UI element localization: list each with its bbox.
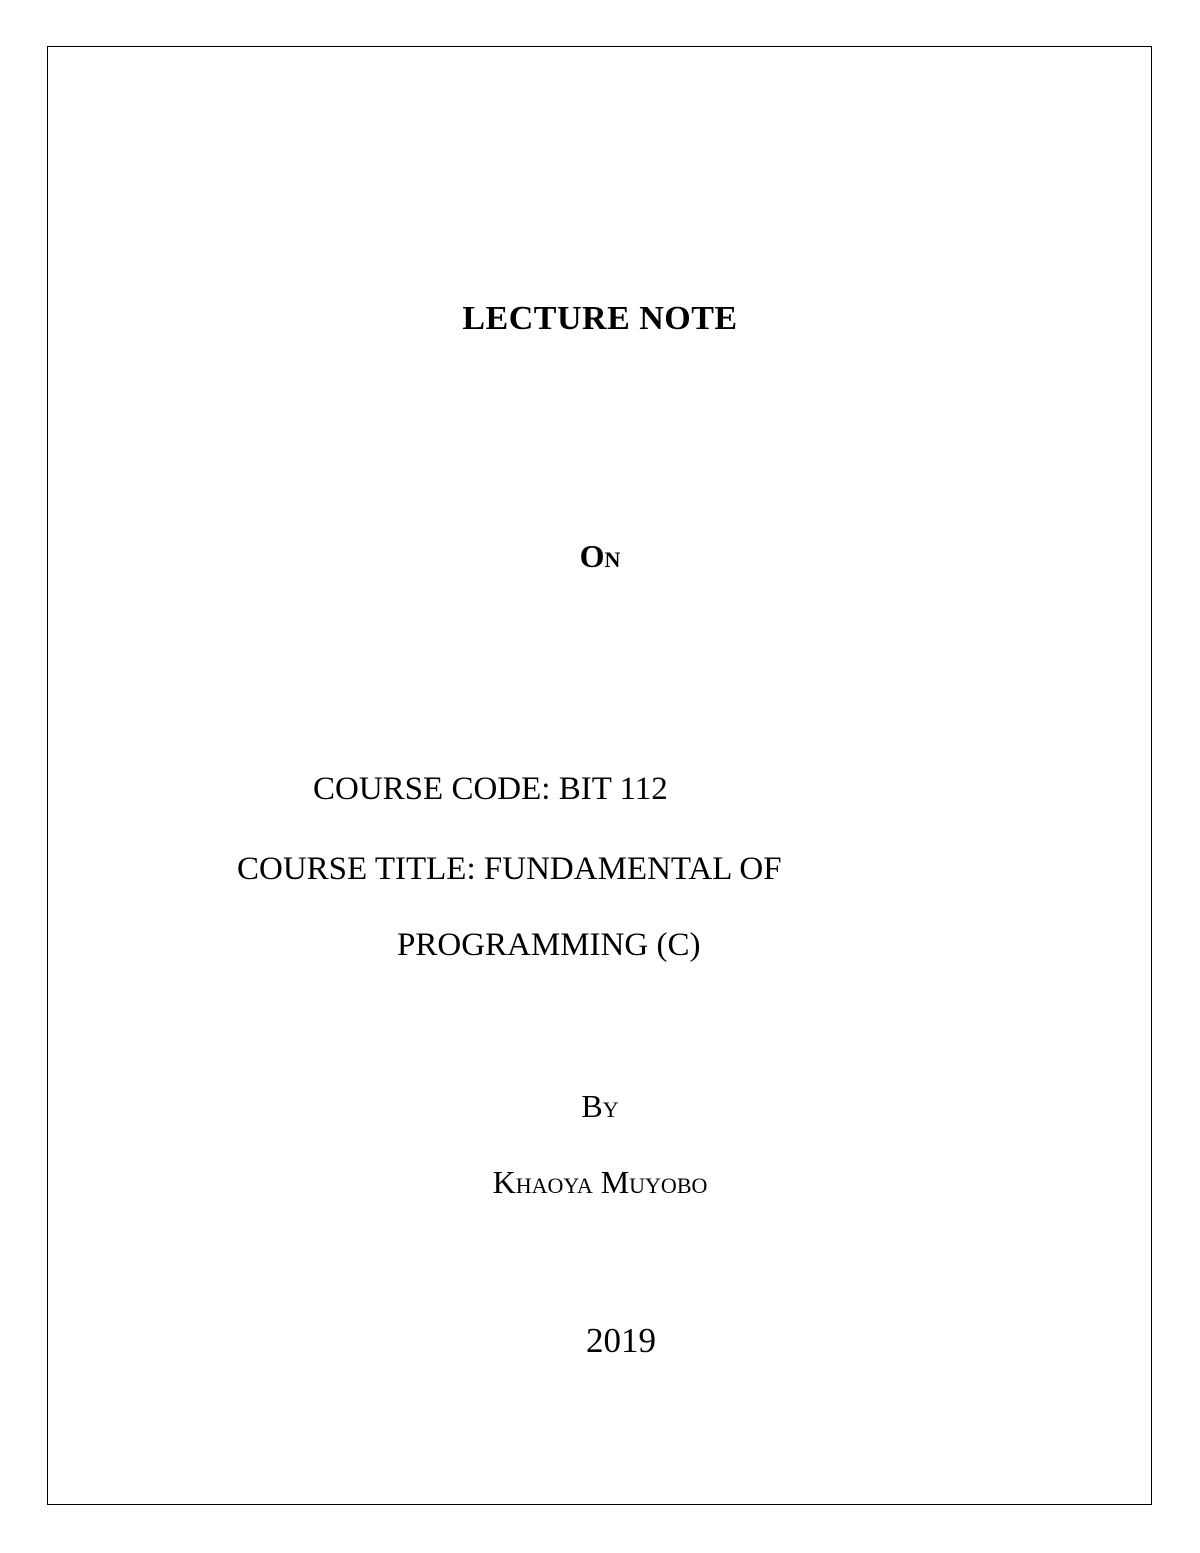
- course-title-line-1: COURSE TITLE: FUNDAMENTAL OF: [237, 851, 782, 887]
- course-title-line-2: PROGRAMMING (C): [397, 927, 701, 963]
- course-code: COURSE CODE: BIT 112: [313, 771, 668, 807]
- document-year: 2019: [586, 1321, 656, 1360]
- author-name: Khaoya Muyobo: [492, 1164, 708, 1200]
- document-title: LECTURE NOTE: [462, 300, 738, 337]
- on-label: On: [579, 538, 621, 574]
- by-label: By: [581, 1088, 619, 1124]
